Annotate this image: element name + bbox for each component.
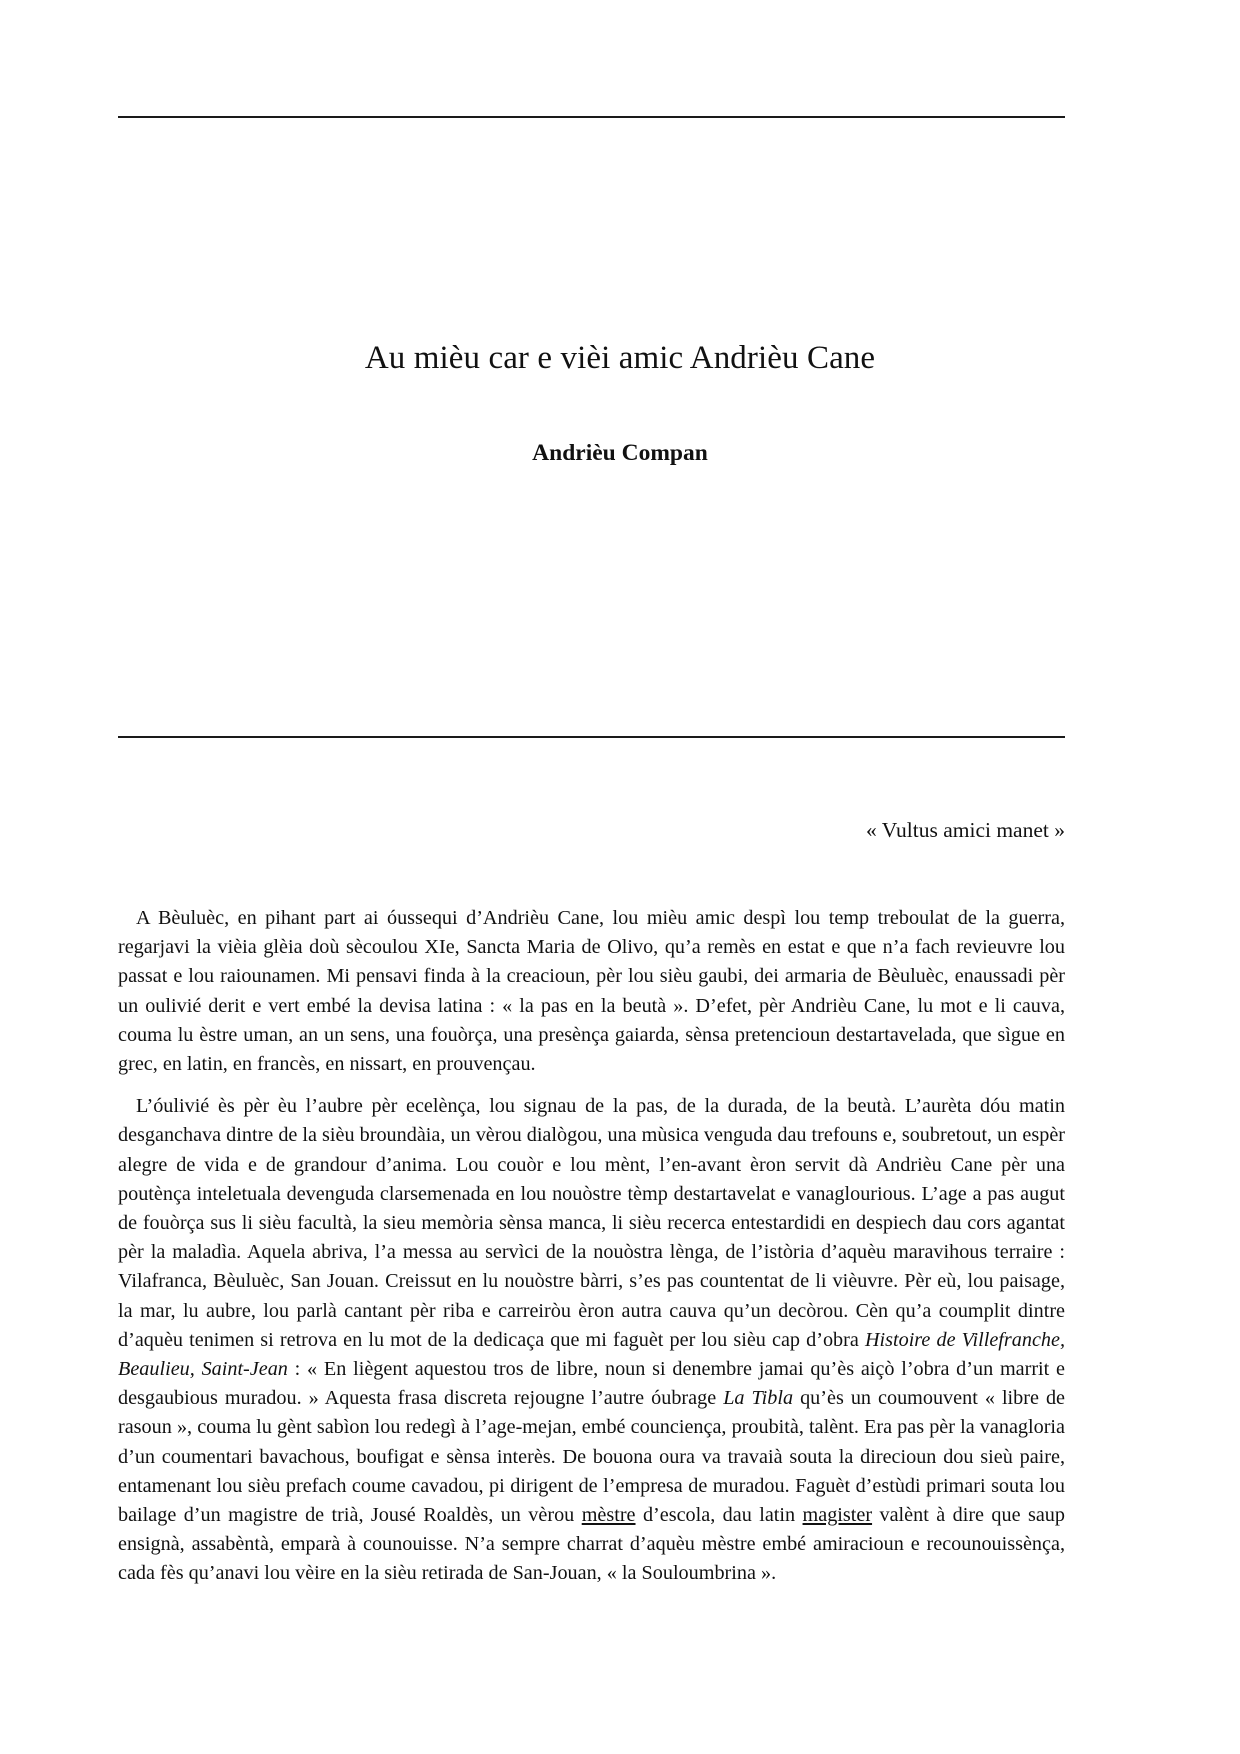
- paragraph-1: A Bèuluèc, en pihant part ai óussequi d’Andrièu Cane, lou mièu amic despì lou temp treboulat de la guerra, regarjavi la vièia glèia doù sècoulou XIe, Sancta Maria de Olivo, qu’a remès en estat e que n’a fach revieuvre lou passat e lou raiounamen. Mi pensavi finda à la creacioun, pèr lou sièu gaubi, dei armaria de Bèuluèc, enaussadi pèr un oulivié derit e vert embé la devisa latina : « la pas en la beutà ». D’efet, pèr Andrièu Cane, lu mot e li cauva, couma lu èstre uman, an un sens, una fouòrça, una presènça gaiarda, sènsa pretencioun destartavelada, que sìgue en grec, en latin, en francès, en nissart, en prouvençau.: [118, 907, 1065, 1076]
- underlined-word-mestre: mèstre: [581, 1504, 636, 1527]
- paragraph-2-part-1: L’óulivié ès pèr èu l’aubre pèr ecelènça, lou signau de la pas, de la durada, de la beutà. L’aurèta dóu matin desganchava dintre de la sièu broundàia, un vèrou dialògou, una mùsica venguda dau trefouns e, soubretout, un espèr alegre de vida e de grandour d’anima. Lou couòr e lou mènt, l’en-avant èron servit dà Andrièu Cane pèr una poutènça inteletuala devenguda clarsemenada en lou nouòstre tèmp destartavelat e vanaglourious. L’age a pas augut de fouòrça sus li sièu facultà, la sieu memòria sènsa manca, li sièu recerca entestardidi en despiech dau cors agantat pèr la maladìa. Aquela abriva, l’a messa au servìci de la nouòstra lènga, de l’istòria d’aquèu maravihous terraire : Vilafranca, Bèuluèc, San Jouan. Creissut en lu nouòstre bàrri, s’es pas countentat de li vièuvre. Pèr eù, lou paisage, la mar, lu aubre, lou parlà cantant pèr riba e carreiròu èron autra cauva qu’un decòrou. Cèn qu’a coumplit dintre d’aquèu tenimen si retrova en lu mot de la dedicaça que mi faguèt per lou sièu cap d’obra: [118, 1095, 1065, 1351]
- book-title-la-tibla: La Tibla: [723, 1387, 794, 1410]
- paragraph-2-part-3: qu’ès un coumouvent « libre de rasoun », couma lu gènt sabìon lou redegì à l’age-mejan, embé counciença, proubità, talènt. Era pas pèr la vanagloria d’un coumentari bavachous, boufigat e sènsa interès. De bouona oura va travaià souta la direcioun dou sieù paire, entamenant lou sièu prefach coume cavadou, pi dirigent de l’empresa de muradou. Faguèt d’estùdi primari souta lou bailage d’un magistre de trià, Jousé Roaldès, un vèrou: [118, 1387, 1066, 1527]
- article-title: Au mièu car e vièi amic Andrièu Cane: [364, 340, 876, 376]
- book-title-histoire: Histoire de Villefranche, Beaulieu, Saint-Jean: [118, 1328, 1066, 1381]
- epigraph: « Vultus amici manet »: [866, 818, 1065, 842]
- paragraph-2-part-2: : « En liègent aquestou tros de libre, noun si denembre jamai qu’ès aiçò l’obra d’un marrit e desgaubious muradou. » Aquesta frasa discreta rejougne l’autre óubrage: [118, 1358, 1065, 1410]
- article-body: [118, 904, 1065, 1602]
- paragraph-2-part-4: d’escola, dau latin: [635, 1504, 796, 1527]
- paragraph-2-part-5: valènt à dire que saup ensignà, assabèntà, emparà à counouisse. N’a sempre charrat d’aquèu mèstre embé amiracioun e recounouissènça, cada fès qu’anavi lou vèire en la sièu retirada de San-Jouan, « la Souloumbrina ».: [118, 1504, 1065, 1585]
- article-author: Andrièu Compan: [532, 440, 708, 466]
- middle-rule: [118, 736, 1065, 738]
- top-rule: [118, 116, 1065, 118]
- paragraph-2: [118, 1092, 1065, 1588]
- underlined-word-magister: magister: [802, 1504, 873, 1527]
